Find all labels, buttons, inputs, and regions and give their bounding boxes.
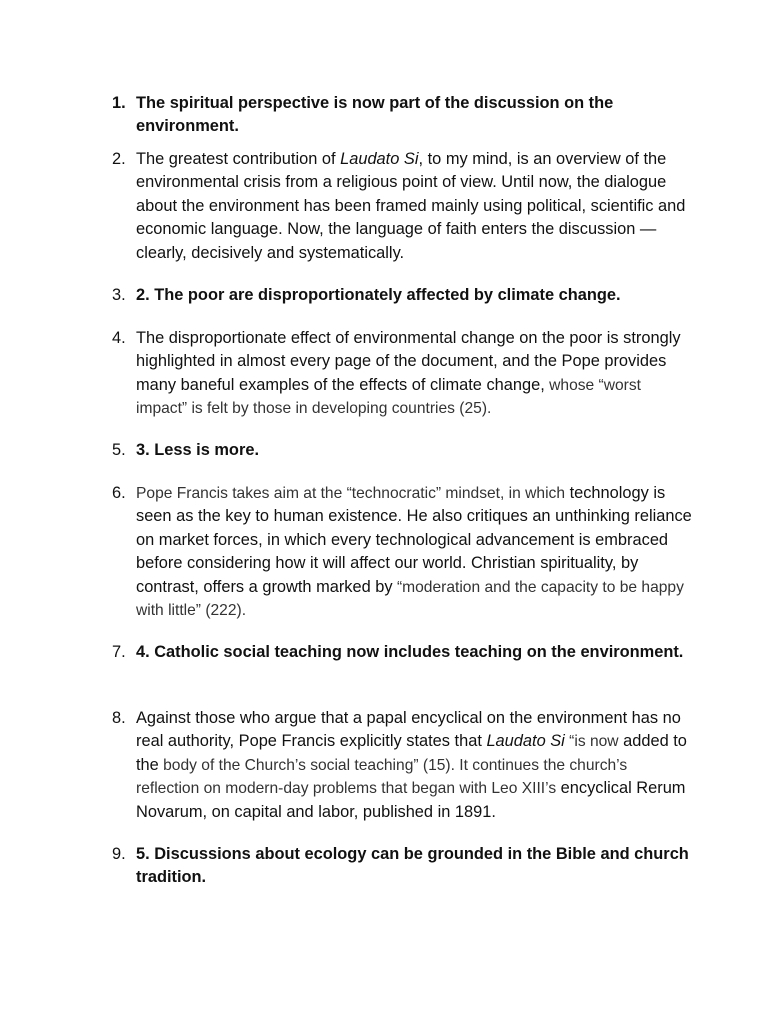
list-number: 7. xyxy=(112,643,126,661)
paragraph-text: added to the xyxy=(136,732,687,774)
list-item-7 xyxy=(112,641,692,664)
list-number: 9. xyxy=(112,845,126,863)
list-item-9 xyxy=(112,843,692,890)
list-item-1 xyxy=(112,92,692,139)
list-number: 1. xyxy=(112,94,126,112)
paragraph xyxy=(136,327,692,421)
point-heading: 3. Less is more. xyxy=(136,441,259,459)
paragraph-text: encyclical Rerum Novarum, on capital and labor, published in 1891. xyxy=(136,779,686,821)
list-number: 3. xyxy=(112,286,126,304)
paragraph-text: , to my mind, is an overview of the environmental crisis from a religious point of view. Until now, the dialogue about the environment has been framed mainly using political, scientific and economic language. Now, the language of faith enters the discussion — clearly, decisively and systematically. xyxy=(136,150,686,262)
list-number: 2. xyxy=(112,150,126,168)
list-number: 6. xyxy=(112,484,126,502)
quoted-text: “is now xyxy=(564,733,619,751)
point-heading: 4. Catholic social teaching now includes teaching on the environment. xyxy=(136,643,684,661)
list-item-5 xyxy=(112,439,692,462)
list-number: 8. xyxy=(112,709,126,727)
quoted-text: whose “worst impact” is felt by those in developing countries (25). xyxy=(136,376,641,418)
paragraph xyxy=(136,482,692,622)
paragraph xyxy=(136,148,692,265)
paragraph-text: The disproportionate effect of environmental change on the poor is strongly highlighted in almost every page of the document, and the Pope provides many baneful examples of the effects of climate change, xyxy=(136,329,681,394)
book-title: Laudato Si xyxy=(486,732,565,751)
quoted-text: Pope Francis takes aim at the “technocratic” mindset, in which xyxy=(136,485,566,502)
list-item-2 xyxy=(112,148,692,265)
paragraph-text: technology is seen as the key to human existence. He also critiques an unthinking reliance on market forces, in which every technological advancement is embraced before considering how it will affect our world. Christian spirituality, by contrast, offers a growth marked by xyxy=(136,484,692,596)
paragraph-text: The greatest contribution of xyxy=(136,150,341,168)
point-heading: The spiritual perspective is now part of the discussion on the environment. xyxy=(136,94,614,136)
book-title: Laudato Si xyxy=(340,150,419,168)
list-item-4 xyxy=(112,327,692,421)
paragraph-text: Against those who argue that a papal encyclical on the environment has no real authority, Pope Francis explicitly states that xyxy=(136,709,681,751)
paragraph xyxy=(136,707,692,824)
list-number: 4. xyxy=(112,329,126,347)
list-number: 5. xyxy=(112,441,126,459)
list-item-6 xyxy=(112,482,692,622)
point-heading: 5. Discussions about ecology can be grounded in the Bible and church tradition. xyxy=(136,845,689,887)
quoted-text: “moderation and the capacity to be happy with little” (222). xyxy=(136,578,684,620)
list-item-8 xyxy=(112,707,692,824)
list-item-3 xyxy=(112,284,692,307)
point-heading: 2. The poor are disproportionately affected by climate change. xyxy=(136,286,621,304)
quoted-text: body of the Church’s social teaching” (15). It continues the church’s reflection on modern-day problems that began with Leo XIII’s xyxy=(136,756,628,798)
